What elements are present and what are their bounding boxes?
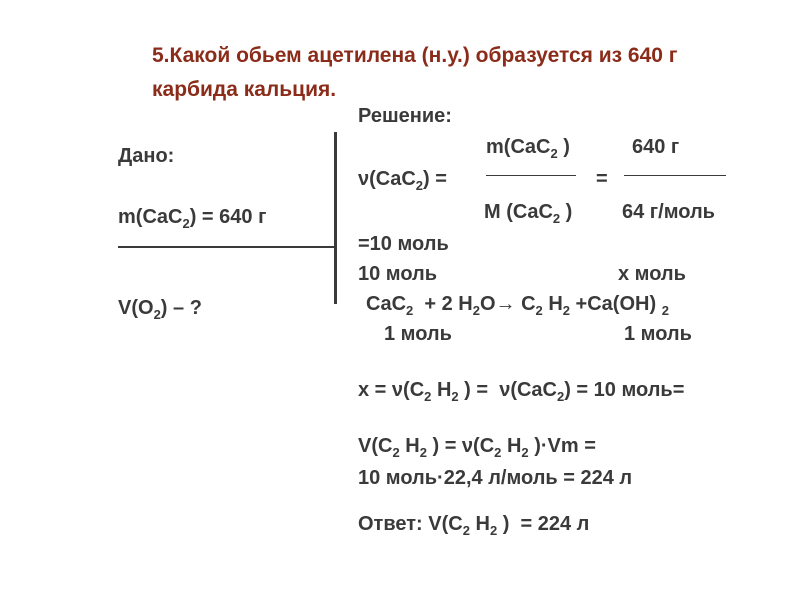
problem-title-line1: 5.Какой обьем ацетилена (н.у.) образуется из 640 г (152, 44, 678, 67)
fraction-denominator-formula: M (CaC$_2$ ) (484, 201, 573, 226)
fraction-numerator-value: 640 г (632, 136, 680, 158)
solution-heading: Решение: (358, 105, 452, 127)
fraction-denominator-value: 64 г/моль (622, 201, 715, 223)
given-heading: Дано: (118, 145, 175, 167)
reaction-below-left: 1 моль (384, 323, 452, 345)
result-moles: =10 моль (358, 233, 449, 255)
reaction-above-right: x моль (618, 263, 686, 285)
equals-sign: = (596, 168, 608, 190)
fraction-bar-1 (486, 175, 576, 176)
reaction-above-left: 10 моль (358, 263, 438, 285)
volume-calculation: 10 моль·22,4 л/моль = 224 л (358, 467, 633, 489)
vertical-divider (334, 132, 337, 304)
fraction-bar-2 (624, 175, 726, 176)
fraction-numerator-formula: m(CaC$_2$ ) (486, 136, 570, 161)
given-find: $V(O_2)$ – ? (118, 297, 202, 322)
problem-title-line2: карбида кальция. (152, 78, 337, 101)
given-mass: m(CaC$_2$) = 640 г (118, 206, 267, 231)
answer-line: Ответ: $V(C_2$ $H_2$ ) = 224 л (358, 513, 590, 538)
nu-expression: ν(CaC$_2$) = (358, 168, 447, 193)
reaction-below-right: 1 моль (624, 323, 692, 345)
reaction-equation: CaC$_2$ + 2 $H_2O\to C_2$ $H_2 +Ca(OH)$ $_2$ (366, 293, 669, 318)
volume-equation: $V(C_2$ $H_2$ ) = $\nu(C_2$ $H_2$ )·Vm = (358, 435, 596, 460)
given-divider (118, 246, 336, 248)
x-equation: $x = \nu(C_2$ $H_2$ ) = ν(CaC$_2$) = 10 моль= (358, 379, 685, 404)
